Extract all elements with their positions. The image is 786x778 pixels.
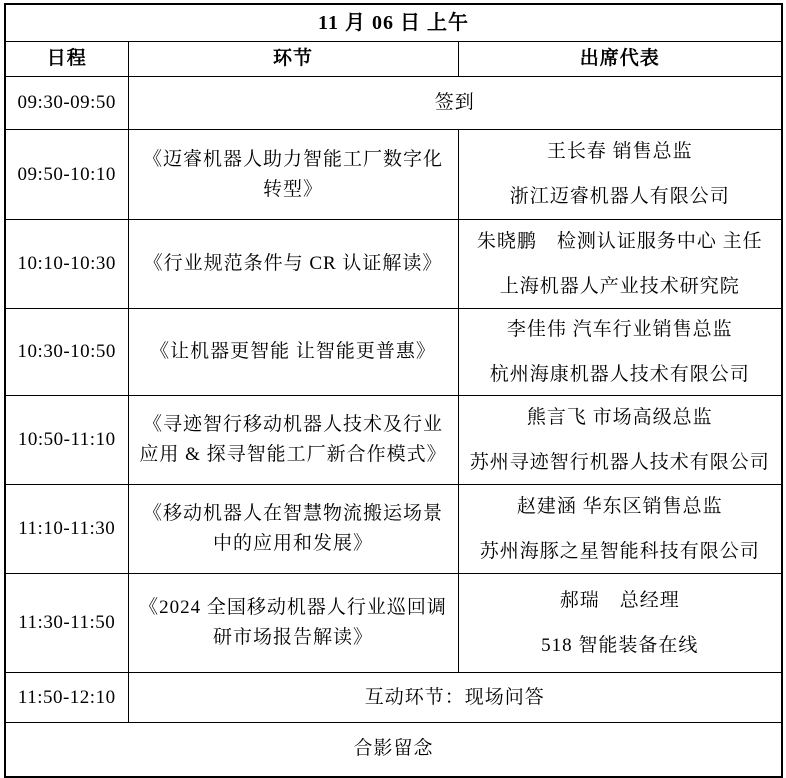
delegate-org: 杭州海康机器人技术有限公司 (489, 363, 750, 385)
delegate-cell (458, 130, 782, 220)
time-cell: 11:30-11:50 (5, 574, 128, 673)
time-cell: 11:10-11:30 (5, 485, 128, 574)
table-row (5, 574, 782, 673)
time-cell: 10:30-10:50 (5, 309, 128, 396)
delegate-name: 王长春 销售总监 (546, 141, 693, 162)
col-header-session: 环节 (128, 42, 458, 77)
time-cell: 10:50-11:10 (5, 396, 128, 485)
delegate-cell (458, 574, 782, 673)
session-cell: 《移动机器人在智慧物流搬运场景中的应用和发展》 (128, 485, 458, 574)
time-cell: 11:50-12:10 (5, 673, 128, 723)
delegate-name: 赵建涵 华东区销售总监 (516, 495, 723, 517)
table-row (5, 77, 782, 130)
session-cell: 《寻迹智行移动机器人技术及行业应用 & 探寻智能工厂新合作模式》 (128, 396, 458, 485)
time-cell: 09:50-10:10 (5, 130, 128, 220)
table-row (5, 673, 782, 723)
table-row (5, 309, 782, 396)
session-cell: 《行业规范条件与 CR 认证解读》 (128, 220, 458, 309)
time-cell: 10:10-10:30 (5, 220, 128, 309)
table-row (5, 485, 782, 574)
schedule-table (4, 3, 783, 778)
session-cell: 《让机器更智能 让智能更普惠》 (128, 309, 458, 396)
column-header-row (5, 42, 782, 77)
delegate-name: 郝瑞 总经理 (559, 589, 680, 611)
delegate-org: 浙江迈睿机器人有限公司 (509, 186, 730, 208)
table-row (5, 130, 782, 220)
delegate-name: 朱晓鹏 检测认证服务中心 主任 (476, 230, 763, 252)
delegate-org: 上海机器人产业技术研究院 (499, 275, 740, 297)
delegate-name: 李佳伟 汽车行业销售总监 (506, 318, 733, 340)
delegate-org: 518 智能装备在线 (541, 634, 699, 656)
title-row (5, 4, 782, 42)
delegate-org: 苏州寻迹智行机器人技术有限公司 (469, 451, 770, 473)
table-row (5, 723, 782, 777)
time-cell: 09:30-09:50 (5, 77, 128, 130)
delegate-name: 熊言飞 市场高级总监 (526, 406, 713, 428)
delegate-cell (458, 485, 782, 574)
session-cell: 《迈睿机器人助力智能工厂数字化转型》 (128, 130, 458, 220)
col-header-delegates: 出席代表 (458, 42, 782, 77)
session-cell: 《2024 全国移动机器人行业巡回调研市场报告解读》 (128, 574, 458, 673)
delegate-cell (458, 220, 782, 309)
table-row (5, 396, 782, 485)
table-title: 11 月 06 日 上午 (5, 4, 782, 42)
delegate-cell (458, 309, 782, 396)
merged-session-cell: 互动环节：现场问答 (128, 673, 782, 723)
delegate-cell (458, 396, 782, 485)
col-header-schedule: 日程 (5, 42, 128, 77)
merged-session-cell: 签到 (128, 77, 782, 130)
delegate-org: 苏州海豚之星智能科技有限公司 (479, 540, 760, 562)
footer-cell: 合影留念 (5, 723, 782, 777)
table-row (5, 220, 782, 309)
